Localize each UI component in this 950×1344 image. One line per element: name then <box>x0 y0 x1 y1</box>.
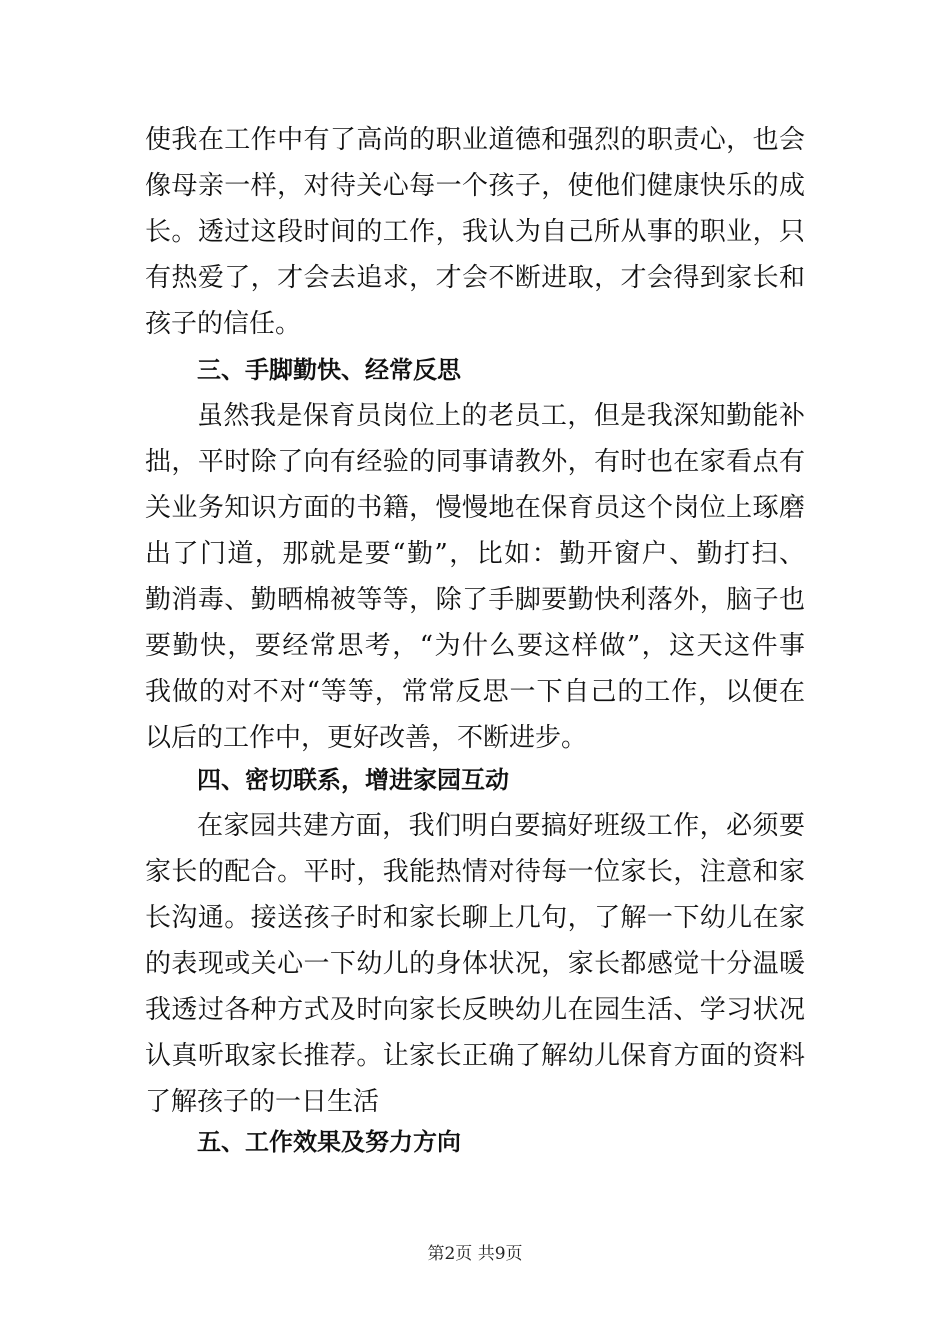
paragraph-line: 勤消毒、勤晒棉被等等，除了手脚要勤快利落外，脑子也 <box>145 585 805 615</box>
paragraph-line: 长。透过这段时间的工作，我认为自己所从事的职业，只 <box>145 217 805 247</box>
paragraph-line: 使我在工作中有了高尚的职业道德和强烈的职责心，也会 <box>145 125 805 155</box>
paragraph-line: 的表现或关心一下幼儿的身体状况，家长都感觉十分温暖 <box>145 949 805 979</box>
paragraph-line: 家长的配合。平时，我能热情对待每一位家长，注意和家 <box>145 857 805 887</box>
paragraph-line: 像母亲一样，对待关心每一个孩子，使他们健康快乐的成 <box>145 171 805 201</box>
paragraph-line: 长沟通。接送孩子时和家长聊上几句，了解一下幼儿在家 <box>145 903 805 933</box>
paragraph-line: 关业务知识方面的书籍，慢慢地在保育员这个岗位上琢磨 <box>145 493 805 523</box>
paragraph-line: 了解孩子的一日生活 <box>145 1087 380 1117</box>
page-footer: 第2页 共9页 <box>427 1244 523 1264</box>
paragraph-line: 虽然我是保育员岗位上的老员工，但是我深知勤能补 <box>197 401 805 431</box>
paragraph-line: 有热爱了，才会去追求，才会不断进取，才会得到家长和 <box>145 263 805 293</box>
paragraph-line: 以后的工作中，更好改善，不断进步。 <box>145 723 588 753</box>
paragraph-line: 要勤快，要经常思考，“为什么要这样做”，这天这件事 <box>145 631 805 661</box>
paragraph-line: 我透过各种方式及时向家长反映幼儿在园生活、学习状况 <box>145 995 805 1025</box>
paragraph-line: 出了门道，那就是要“勤”，比如：勤开窗户、勤打扫、 <box>145 539 805 569</box>
paragraph-line: 拙，平时除了向有经验的同事请教外，有时也在家看点有 <box>145 447 805 477</box>
section-heading: 三、手脚勤快、经常反思 <box>197 356 461 384</box>
paragraph-line: 孩子的信任。 <box>145 309 302 339</box>
section-heading: 四、密切联系，增进家园互动 <box>197 766 509 794</box>
paragraph-line: 认真听取家长推荐。让家长正确了解幼儿保育方面的资料 <box>145 1041 805 1071</box>
section-heading: 五、工作效果及努力方向 <box>197 1128 461 1156</box>
paragraph-line: 我做的对不对“等等，常常反思一下自己的工作，以便在 <box>145 677 805 707</box>
paragraph-line: 在家园共建方面，我们明白要搞好班级工作，必须要 <box>197 811 805 841</box>
